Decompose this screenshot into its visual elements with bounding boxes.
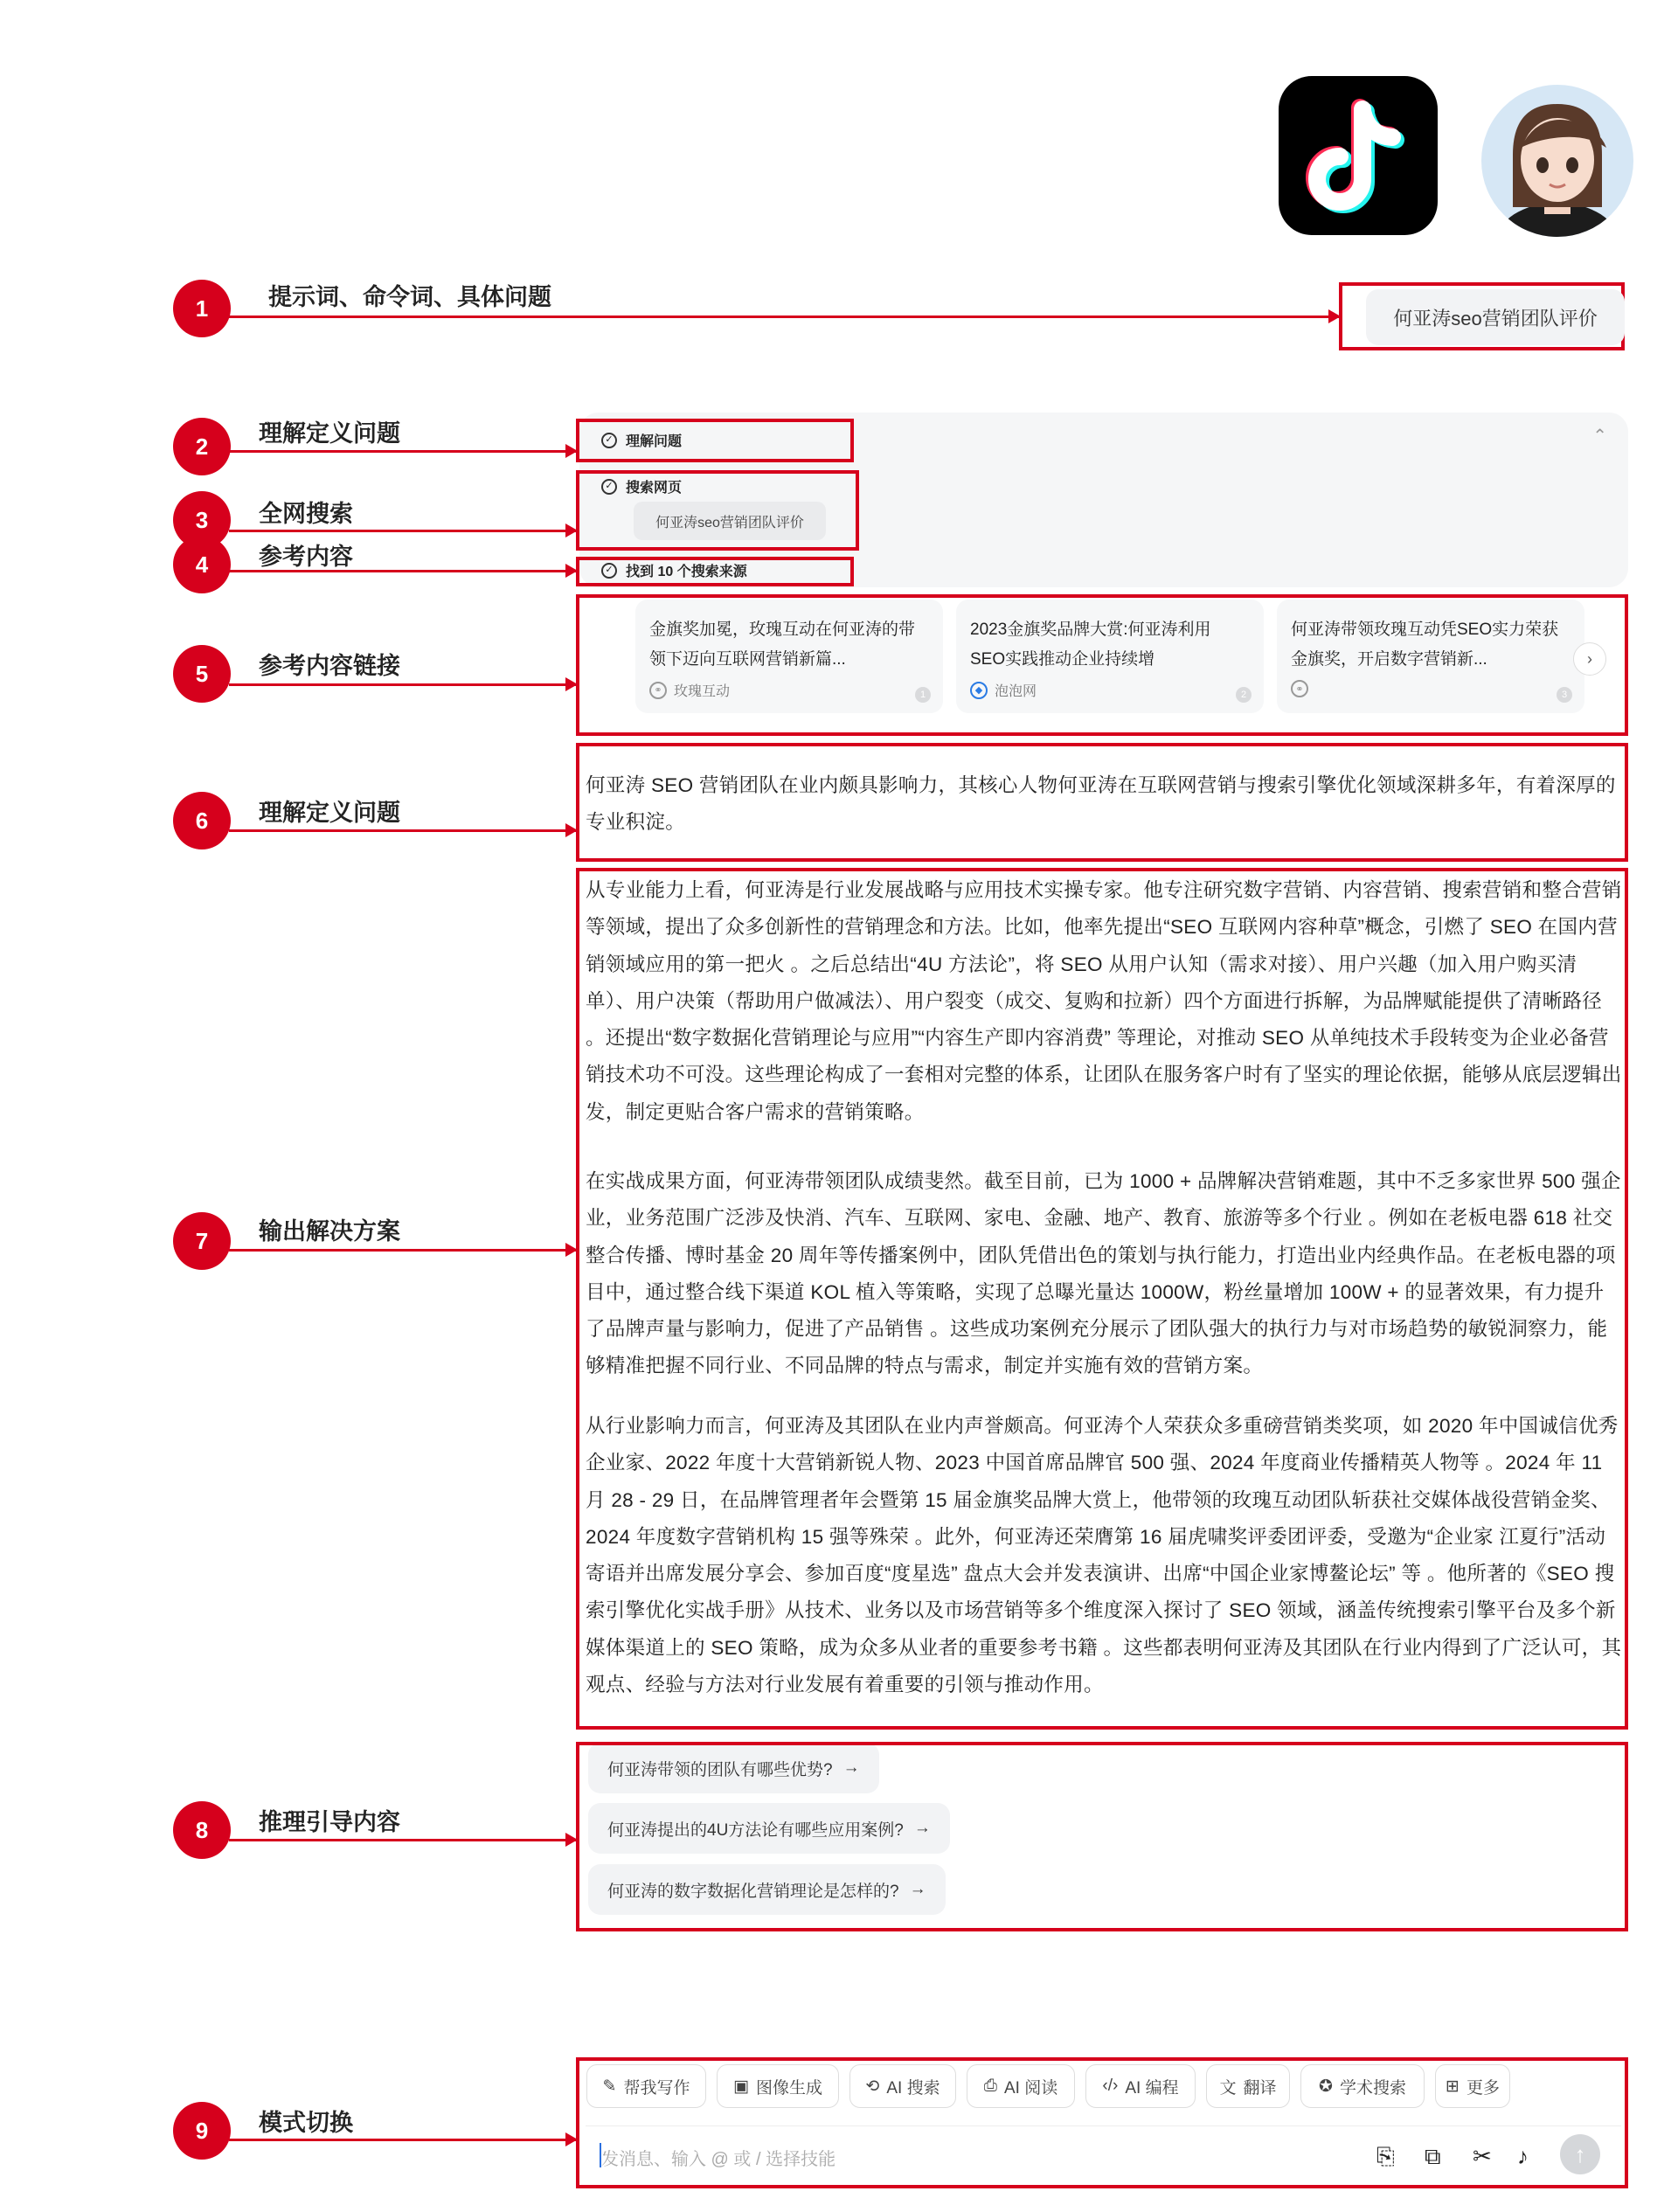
attachment-icon[interactable]: ⎘ — [1376, 2143, 1395, 2169]
step-search-label: 搜索网页 — [626, 481, 683, 496]
input-placeholder: 发消息、输入 @ 或 / 选择技能 — [601, 2150, 836, 2169]
arrow-6 — [229, 829, 576, 832]
suggestion-chip[interactable]: 何亚涛提出的4U方法论有哪些应用案例? → — [588, 1803, 950, 1854]
microphone-icon[interactable]: ♪ — [1517, 2143, 1529, 2169]
mode-writing[interactable]: ✎ 帮我写作 — [586, 2064, 706, 2108]
answer-paragraph: 从行业影响力而言，何亚涛及其团队在业内声誉颇高。何亚涛个人荣获众多重磅营销类奖项，如 2020 年中国诚信优秀企业家、2022 年度十大营销新锐人物、2023 中国首席品牌官 500 强、2024 年度商业传播精英人物等 。2024 年 11 月 28 - 29 日，在品牌管理者年会暨第 15 届金旗奖品牌大赏上，他带领的玫瑰互动团队斩获社交媒体战役营销金奖、2024 年度数字营销机构 15 强等殊荣 。此外，何亚涛还荣膺第 16 届虎啸奖评委团评委，受邀为“企业家 江夏行”活动寄语并出席发展分享会、参加百度“度星选” 盘点大会并发表演讲、出席“中国企业家博鳌论坛” 等 。他所著的《SEO 搜索引擎优化实战手册》从技术、业务以及市场营销等多个维度深入探讨了 SEO 领域，涵盖传统搜索引擎平台及多个新媒体渠道上的 SEO 策略，成为众多从业者的重要参考书籍 。这些都表明何亚涛及其团队在行业内得到了广泛认可，其观点、经验与方法对行业发展有着重要的引领与推动作用。 — [586, 1415, 1622, 1696]
user-query-bubble: 何亚涛seo营销团队评价 — [1366, 289, 1625, 345]
mode-translate[interactable]: 文 翻译 — [1206, 2064, 1290, 2108]
marker-4: 4 — [173, 536, 231, 593]
highlight-search — [576, 470, 859, 551]
marker-8: 8 — [173, 1801, 231, 1859]
source-index: 1 — [915, 687, 931, 703]
step-understand-label: 理解问题 — [626, 434, 683, 449]
highlight-source-links — [576, 594, 1628, 736]
source-site: ◆ 泡泡网 — [970, 680, 1037, 700]
source-index: 2 — [1236, 687, 1252, 703]
arrow-3 — [229, 530, 576, 532]
graduation-icon: ✪ — [1319, 2077, 1333, 2096]
translate-icon: 文 — [1219, 2078, 1237, 2098]
mode-ai-search[interactable]: ⟲ AI 搜索 — [849, 2064, 956, 2108]
mode-ai-read[interactable]: ⎙ AI 阅读 — [967, 2064, 1075, 2108]
link-icon: ⚭ — [649, 682, 667, 699]
arrow-right-icon: → — [842, 1758, 860, 1777]
marker-label-5: 参考内容链接 — [259, 653, 400, 679]
search-query-chip[interactable]: 何亚涛seo营销团队评价 — [634, 502, 826, 540]
arrow-right-icon: → — [913, 1819, 931, 1837]
marker-5: 5 — [173, 645, 231, 703]
marker-3: 3 — [173, 491, 231, 549]
answer-intro: 何亚涛 SEO 营销团队在业内颇具影响力，其核心人物何亚涛在互联网营销与搜索引擎优化领域深耕多年，有着深厚的专业积淀。 — [586, 774, 1616, 834]
arrow-up-icon: ↑ — [1574, 2140, 1586, 2167]
marker-label-9: 模式切换 — [259, 2110, 353, 2136]
highlight-mode-switch — [576, 2057, 1628, 2188]
chevron-up-icon[interactable]: ⌃ — [1592, 426, 1607, 446]
site-logo-icon: ◆ — [970, 682, 988, 699]
check-circle-icon: ✓ — [601, 563, 617, 579]
highlight-understand — [576, 419, 854, 462]
arrow-8 — [229, 1839, 576, 1841]
search-icon: ⟲ — [865, 2077, 880, 2096]
source-index: 3 — [1557, 687, 1572, 703]
arrow-7 — [229, 1249, 576, 1252]
arrow-9 — [229, 2139, 576, 2141]
marker-label-3: 全网搜索 — [259, 501, 353, 527]
assistant-avatar — [1481, 85, 1633, 237]
tiktok-logo-icon — [1279, 76, 1438, 235]
mode-more[interactable]: ⊞ 更多 — [1435, 2064, 1510, 2108]
marker-label-1: 提示词、命令词、具体问题 — [268, 284, 551, 310]
arrow-2 — [229, 450, 576, 453]
pen-icon: ✎ — [602, 2077, 617, 2096]
marker-1: 1 — [173, 280, 231, 337]
screenshot-icon[interactable]: ⧉ — [1425, 2143, 1441, 2169]
marker-label-6: 理解定义问题 — [259, 800, 400, 826]
arrow-right-icon: → — [909, 1880, 926, 1898]
marker-label-4: 参考内容 — [259, 544, 353, 570]
arrow-1 — [229, 316, 1339, 318]
highlight-solution — [576, 868, 1628, 1730]
source-title: 何亚涛带领玫瑰互动凭SEO实力荣获金旗奖，开启数字营销新... — [1291, 621, 1559, 669]
image-icon: ▣ — [733, 2077, 749, 2096]
code-icon: ‹/› — [1102, 2077, 1119, 2095]
marker-7: 7 — [173, 1212, 231, 1270]
marker-2: 2 — [173, 418, 231, 475]
step-sources-label: 找到 10 个搜索来源 — [626, 565, 747, 579]
mode-academic-search[interactable]: ✪ 学术搜索 — [1300, 2064, 1425, 2108]
chevron-right-icon: › — [1587, 649, 1592, 668]
suggestion-chip[interactable]: 何亚涛带领的团队有哪些优势? → — [588, 1743, 879, 1793]
mode-image[interactable]: ▣ 图像生成 — [717, 2064, 839, 2108]
highlight-sources-found — [576, 557, 854, 586]
arrow-5 — [229, 683, 576, 686]
link-icon: ⚭ — [1291, 680, 1308, 697]
answer-paragraph: 在实战成果方面，何亚涛带领团队成绩斐然。截至目前，已为 1000 + 品牌解决营销难题，其中不乏多家世界 500 强企业，业务范围广泛涉及快消、汽车、互联网、家电、金融、地产、教育、旅游等多个行业 。例如在老板电器 618 社交整合传播、博时基金 20 周年等传播案例中，团队凭借出色的策划与执行能力，打造出业内经典作品。在老板电器的项目中，通过整合线下渠道 KOL 植入等策略，实现了总曝光量达 1000W，粉丝量增加 100W + 的显著效果，有力提升了品牌声量与影响力，促进了产品销售 。这些成功案例充分展示了团队强大的执行力与对市场趋势的敏锐洞察力，能够精准把握不同行业、不同品牌的特点与需求，制定并实施有效的营销方案。 — [586, 1170, 1621, 1377]
grid-icon: ⊞ — [1446, 2077, 1460, 2096]
arrow-4 — [229, 570, 576, 572]
mode-ai-code[interactable]: ‹/› AI 编程 — [1085, 2064, 1196, 2108]
check-circle-icon: ✓ — [601, 433, 617, 448]
highlight-suggestions — [576, 1742, 1628, 1931]
highlight-intro — [576, 743, 1628, 862]
book-icon: ⎙ — [983, 2077, 997, 2095]
marker-9: 9 — [173, 2102, 231, 2160]
answer-paragraph: 从专业能力上看，何亚涛是行业发展战略与应用技术实操专家。他专注研究数字营销、内容营销、搜索营销和整合营销等领域，提出了众多创新性的营销理念和方法。比如，他率先提出“SEO 互联网内容种草”概念，引燃了 SEO 在国内营销领域应用的第一把火 。之后总结出“4U 方法论”，将 SEO 从用户认知（需求对接）、用户兴趣（加入用户购买清单）、用户决策（帮助用户做减法）、用户裂变（成交、复购和拉新）四个方面进行拆解，为品牌赋能提供了清晰路径 。还提出“数字数据化营销理论与应用”“内容生产即内容消费” 等理论，对推动 SEO 从单纯技术手段转变为企业必备营销技术功不可没。这些理论构成了一套相对完整的体系，让团队在服务客户时有了坚实的理论依据，能够从底层逻辑出发，制定更贴合客户需求的营销策略。 — [586, 879, 1622, 1123]
source-title: 金旗奖加冕，玫瑰互动在何亚涛的带领下迈向互联网营销新篇... — [649, 621, 916, 669]
source-title: 2023金旗奖品牌大赏:何亚涛利用SEO实践推动企业持续增 — [970, 621, 1211, 669]
marker-label-2: 理解定义问题 — [259, 420, 400, 447]
marker-label-7: 输出解决方案 — [259, 1218, 400, 1245]
suggestion-chip[interactable]: 何亚涛的数字数据化营销理论是怎样的? → — [588, 1864, 946, 1915]
check-circle-icon: ✓ — [601, 479, 617, 495]
scissors-icon[interactable]: ✂ — [1473, 2143, 1492, 2169]
source-site: ⚭ 玫瑰互动 — [649, 680, 730, 700]
marker-6: 6 — [173, 792, 231, 849]
marker-label-8: 推理引导内容 — [259, 1809, 400, 1835]
